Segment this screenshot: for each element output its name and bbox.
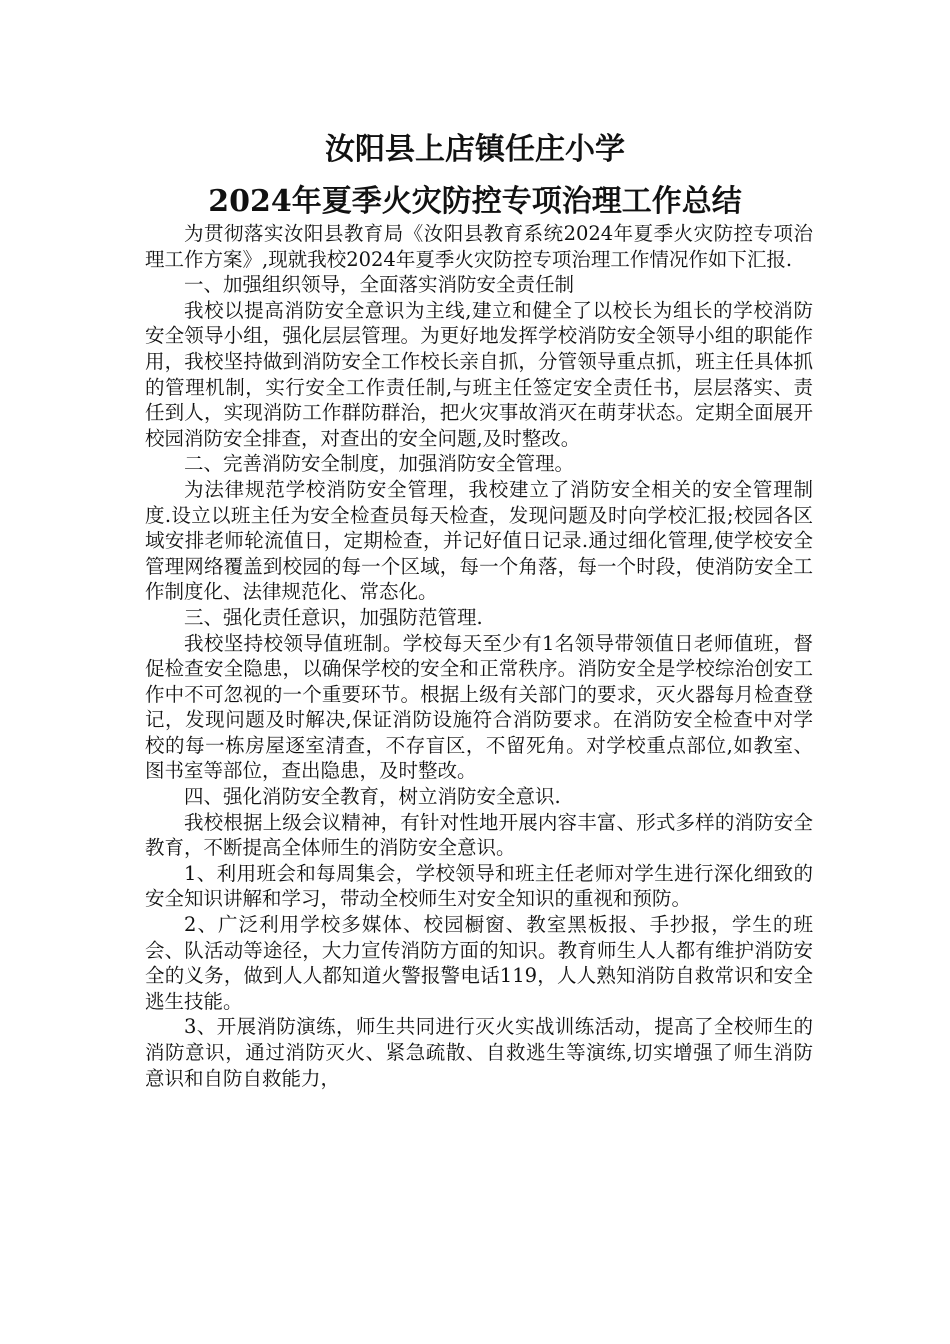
- section-heading-4: 四、强化消防安全教育，树立消防安全意识.: [184, 785, 561, 809]
- list-item-2: 2、广泛利用学校多媒体、校园橱窗、教室黑板报、手抄报，学生的班会、队活动等途径，大力宣传消防方面的知识。教育师生人人都有维护消防安全的义务，做到人人都知道火警报警电话119，人人熟知消防自救常识和安全逃生技能。: [145, 913, 813, 1013]
- document-body: [145, 221, 813, 1091]
- paragraph-section-3: 我校坚持校领导值班制。学校每天至少有1名领导带领值日老师值班，督促检查安全隐患，以确保学校的安全和正常秩序。消防安全是学校综治创安工作中不可忽视的一个重要环节。根据上级有关部门的要求，灭火器每月检查登记，发现问题及时解决,保证消防设施符合消防要求。在消防安全检查中对学校的每一栋房屋逐室清查，不存盲区，不留死角。对学校重点部位,如教室、图书室等部位，查出隐患，及时整改。: [145, 631, 813, 783]
- list-item-3: 3、开展消防演练，师生共同进行灭火实战训练活动，提高了全校师生的消防意识，通过消防灭火、紧急疏散、自救逃生等演练,切实增强了师生消防意识和自防自救能力，: [145, 1015, 813, 1090]
- section-heading-2: 二、完善消防安全制度，加强消防安全管理。: [184, 452, 575, 476]
- list-item-1: 1、利用班会和每周集会，学校领导和班主任老师对学生进行深化细致的安全知识讲解和学习，带动全校师生对安全知识的重视和预防。: [145, 861, 813, 911]
- section-heading-3: 三、强化责任意识，加强防范管理.: [184, 605, 483, 629]
- paragraph-section-4: 我校根据上级会议精神，有针对性地开展内容丰富、形式多样的消防安全教育，不断提高全体师生的消防安全意识。: [145, 810, 813, 860]
- paragraph-section-2: 为法律规范学校消防安全管理，我校建立了消防安全相关的安全管理制度.设立以班主任为安全检查员每天检查，发现问题及时向学校汇报;校园各区域安排老师轮流值日，定期检查，并记好值日记录.通过细化管理,使学校安全管理网络覆盖到校园的每一个区域，每一个角落，每一个时段，使消防安全工作制度化、法律规范化、常态化。: [145, 477, 813, 604]
- document-title-report: 2024年夏季火灾防控专项治理工作总结: [208, 184, 742, 219]
- paragraph-intro: 为贯彻落实汝阳县教育局《汝阳县教育系统2024年夏季火灾防控专项治理工作方案》,现就我校2024年夏季火灾防控专项治理工作情况作如下汇报.: [145, 222, 813, 271]
- section-heading-1: 一、加强组织领导，全面落实消防安全责任制: [184, 273, 575, 297]
- document-title-school: 汝阳县上店镇任庄小学: [325, 132, 625, 167]
- paragraph-section-1: 我校以提高消防安全意识为主线,建立和健全了以校长为组长的学校消防安全领导小组，强化层层管理。为更好地发挥学校消防安全领导小组的职能作用，我校坚持做到消防安全工作校长亲自抓，分管领导重点抓，班主任具体抓的管理机制，实行安全工作责任制,与班主任签定安全责任书，层层落实、责任到人，实现消防工作群防群治，把火灾事故消灭在萌芽状态。定期全面展开校园消防安全排查，对查出的安全问题,及时整改。: [145, 298, 813, 450]
